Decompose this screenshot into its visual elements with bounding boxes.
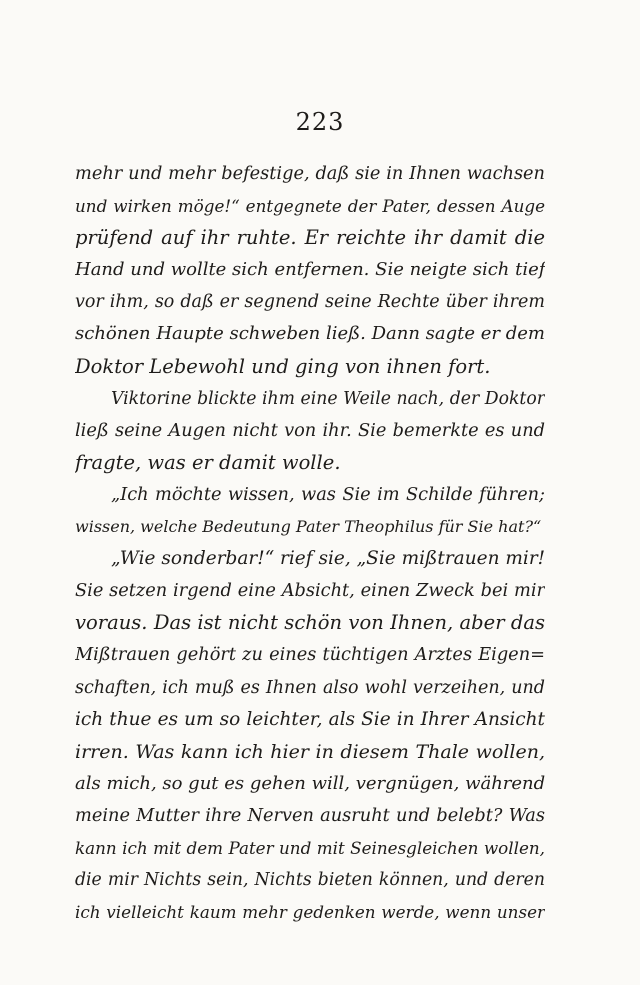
- text-line: ließ seine Augen nicht von ihr. Sie bemerkte es und: [75, 420, 545, 441]
- text-line: fragte, was er damit wolle.: [75, 450, 341, 474]
- text-line: meine Mutter ihre Nerven ausruht und belebt? Was: [75, 805, 545, 826]
- text-line: Hand und wollte sich entfernen. Sie neigte sich tief: [75, 259, 545, 281]
- text-line: Mißtrauen gehört zu eines tüchtigen Arztes Eigen=: [75, 645, 545, 666]
- text-line: prüfend auf ihr ruhte. Er reichte ihr damit die: [75, 226, 545, 250]
- page-number: 223: [295, 108, 345, 136]
- text-line: „Wie sonderbar!“ rief sie, „Sie mißtrauen mir!: [111, 548, 545, 570]
- text-line: ich thue es um so leichter, als Sie in Ihrer Ansicht: [75, 708, 545, 730]
- text-line: als mich, so gut es gehen will, vergnügen, während: [75, 772, 545, 794]
- body-text: [75, 158, 545, 928]
- text-line: Sie setzen irgend eine Absicht, einen Zweck bei mir: [75, 581, 545, 602]
- text-line: mehr und mehr befestige, daß sie in Ihnen wachsen: [75, 164, 545, 184]
- text-line: „Ich möchte wissen, was Sie im Schilde führen;: [111, 484, 545, 505]
- text-line: Doktor Lebewohl und ging von ihnen fort.: [75, 354, 491, 378]
- text-line: Viktorine blickte ihm eine Weile nach, der Doktor: [111, 388, 545, 409]
- text-line: schaften, ich muß es Ihnen also wohl verzeihen, und: [75, 677, 545, 698]
- text-line: die mir Nichts sein, Nichts bieten können, und deren: [75, 870, 545, 891]
- text-line: irren. Was kann ich hier in diesem Thale wollen,: [75, 740, 545, 763]
- text-line: schönen Haupte schweben ließ. Dann sagte er dem: [75, 323, 545, 345]
- text-line: kann ich mit dem Pater und mit Seinesgleichen wollen,: [75, 837, 545, 858]
- text-line: wissen, welche Bedeutung Pater Theophilus für Sie hat?“: [75, 517, 542, 537]
- text-line: und wirken möge!“ entgegnete der Pater, dessen Auge: [75, 196, 545, 217]
- text-line: vor ihm, so daß er segnend seine Rechte über ihrem: [75, 292, 545, 313]
- text-line: voraus. Das ist nicht schön von Ihnen, aber das: [75, 611, 545, 635]
- text-line: ich vielleicht kaum mehr gedenken werde, wenn unser: [75, 902, 545, 923]
